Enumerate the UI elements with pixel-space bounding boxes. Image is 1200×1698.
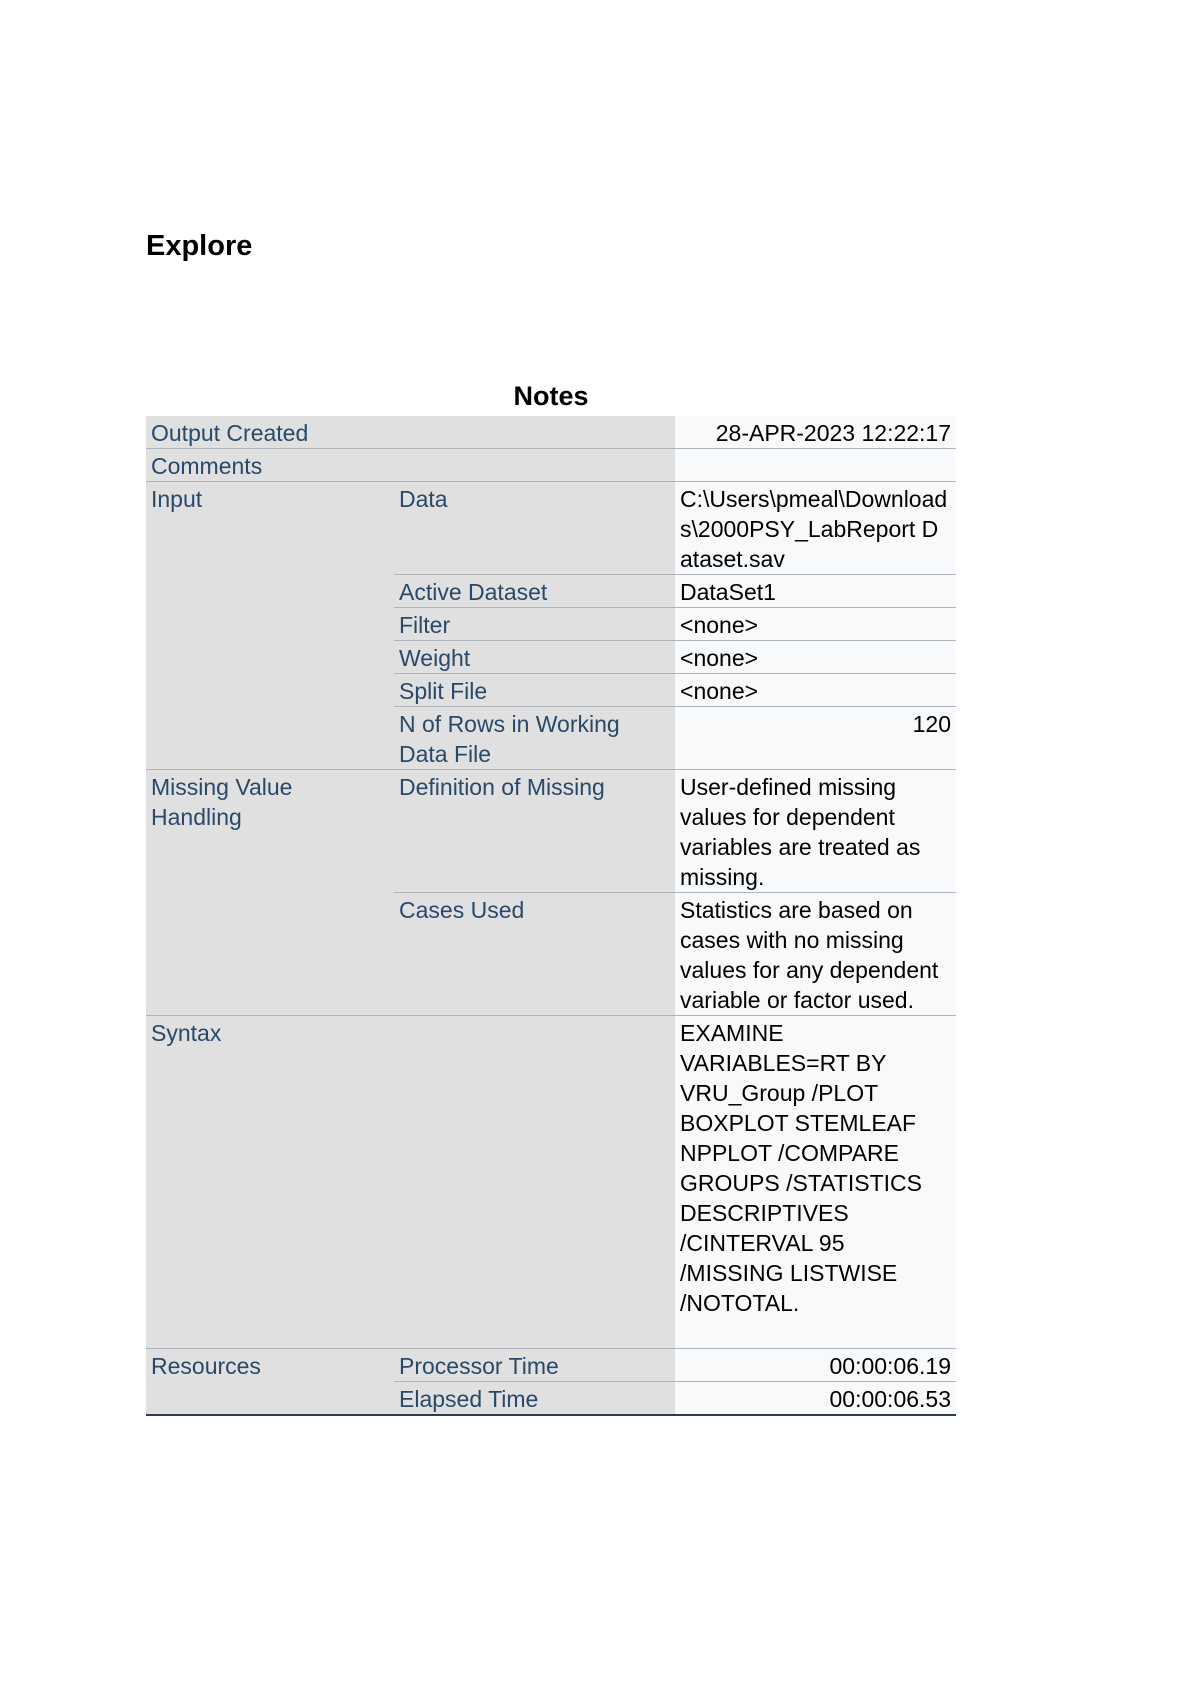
- row-label-split-file: Split File: [394, 674, 675, 707]
- value-syntax: EXAMINE VARIABLES=RT BY VRU_Group /PLOT BOXPLOT STEMLEAF NPPLOT /COMPARE GROUPS /STATISTICS DESCRIPTIVES /CINTERVAL 95 /MISSING LISTWISE /NOTOTAL.: [675, 1016, 956, 1349]
- row-label-output-created: Output Created: [146, 416, 675, 449]
- table-row: [146, 1349, 956, 1382]
- group-label-input: Input: [146, 482, 394, 770]
- table-row: [146, 416, 956, 449]
- table-title: Notes: [513, 381, 589, 411]
- row-label-active-dataset: Active Dataset: [394, 575, 675, 608]
- value-elapsed-time: 00:00:06.53: [675, 1382, 956, 1416]
- row-label-data: Data: [394, 482, 675, 575]
- value-cases-used: Statistics are based on cases with no missing values for any dependent variable or factor used.: [675, 893, 956, 1016]
- value-split-file: <none>: [675, 674, 956, 707]
- notes-table: [146, 416, 956, 1416]
- row-label-syntax: Syntax: [146, 1016, 675, 1349]
- table-row: [146, 770, 956, 893]
- value-weight: <none>: [675, 641, 956, 674]
- row-label-filter: Filter: [394, 608, 675, 641]
- table-row: [146, 449, 956, 482]
- row-label-weight: Weight: [394, 641, 675, 674]
- group-label-resources: Resources: [146, 1349, 394, 1416]
- value-processor-time: 00:00:06.19: [675, 1349, 956, 1382]
- value-filter: <none>: [675, 608, 956, 641]
- value-definition-of-missing: User-defined missing values for dependent variables are treated as missing.: [675, 770, 956, 893]
- row-label-definition-of-missing: Definition of Missing: [394, 770, 675, 893]
- row-label-n-rows: N of Rows in Working Data File: [394, 707, 675, 770]
- value-active-dataset: DataSet1: [675, 575, 956, 608]
- notes-table-container: [146, 379, 956, 1416]
- group-label-missing-value-handling: Missing Value Handling: [146, 770, 394, 1016]
- value-comments: [675, 449, 956, 482]
- page-title: Explore: [146, 230, 253, 262]
- value-n-rows: 120: [675, 707, 956, 770]
- value-data: C:\Users\pmeal\Downloads\2000PSY_LabReport Dataset.sav: [675, 482, 956, 575]
- row-label-comments: Comments: [146, 449, 675, 482]
- row-label-cases-used: Cases Used: [394, 893, 675, 1016]
- table-row: [146, 482, 956, 575]
- table-row: [146, 1016, 956, 1349]
- value-output-created: 28-APR-2023 12:22:17: [675, 416, 956, 449]
- row-label-elapsed-time: Elapsed Time: [394, 1382, 675, 1416]
- row-label-processor-time: Processor Time: [394, 1349, 675, 1382]
